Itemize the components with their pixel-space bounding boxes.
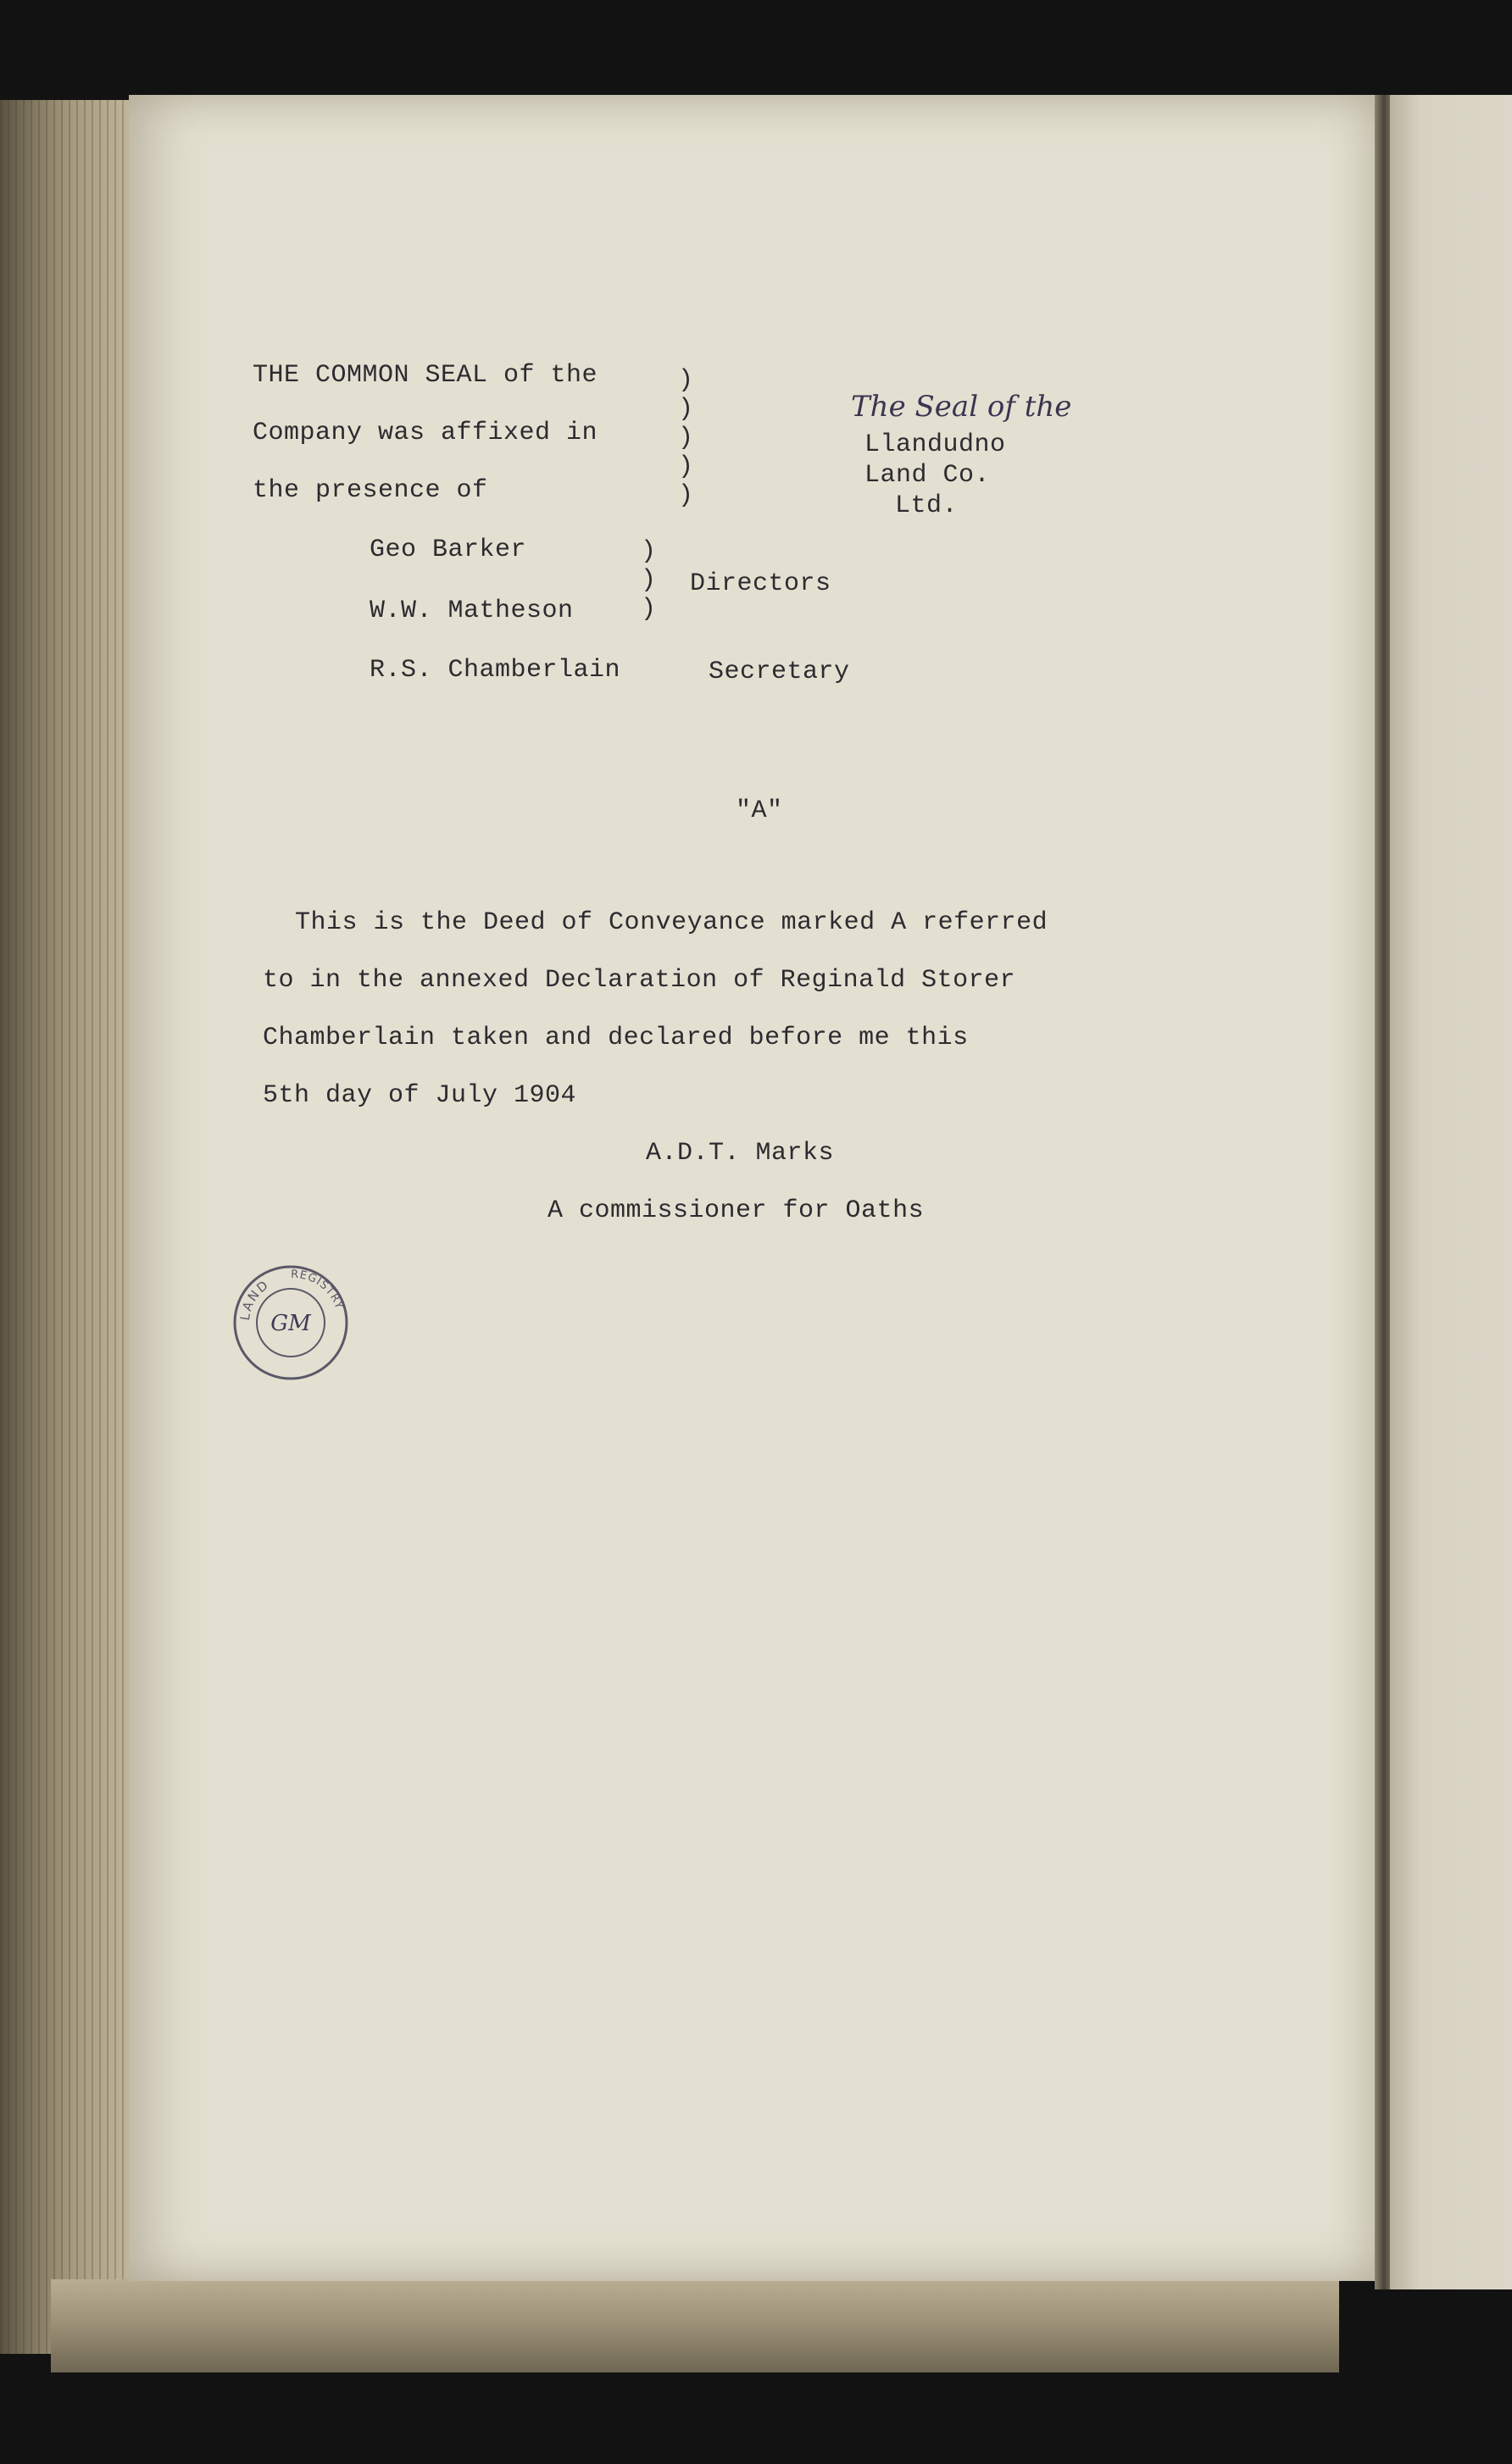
seal-bracket-3: ): [678, 424, 694, 452]
seal-bracket-1: ): [678, 366, 694, 395]
commissioner-title: A commissioner for Oaths: [548, 1196, 925, 1225]
seal-bracket-4: ): [678, 452, 694, 481]
book-gutter: [1375, 95, 1390, 2289]
directors-label: Directors: [690, 569, 831, 598]
book-page-edge-lines: [0, 100, 136, 2354]
book-bottom-edge: [51, 2279, 1339, 2372]
exhibit-mark: "A": [736, 796, 783, 825]
commissioner-name: A.D.T. Marks: [646, 1139, 835, 1168]
declaration-line-1: This is the Deed of Conveyance marked A referred: [295, 908, 1048, 937]
seal-bracket-2: ): [678, 395, 694, 424]
facing-page: [1390, 95, 1512, 2289]
document-page: [129, 95, 1375, 2281]
declaration-line-4: 5th day of July 1904: [263, 1081, 577, 1110]
secretary-name: R.S. Chamberlain: [370, 656, 621, 685]
seal-company-line-3: Ltd.: [895, 491, 959, 520]
stamp-land-text: LAND: [236, 1276, 273, 1322]
seal-bracket-5: ): [678, 481, 694, 510]
seal-clause-line-1: THE COMMON SEAL of the: [253, 361, 598, 390]
seal-clause-line-2: Company was affixed in: [253, 419, 598, 447]
directors-bracket-2: ): [641, 566, 657, 595]
director-2-name: W.W. Matheson: [370, 597, 574, 625]
directors-bracket-3: ): [641, 595, 657, 624]
declaration-line-2: to in the annexed Declaration of Reginald Storer: [263, 966, 1016, 995]
stamp-initials: GM: [270, 1311, 311, 1336]
handwritten-seal-note: The Seal of the: [851, 390, 1072, 424]
seal-company-line-1: Llandudno: [864, 430, 1006, 459]
secretary-label: Secretary: [709, 658, 850, 686]
director-1-name: Geo Barker: [370, 536, 527, 564]
stamp-registry-text: REGISTRY: [290, 1268, 346, 1312]
land-registry-stamp: [231, 1263, 351, 1383]
directors-bracket-1: ): [641, 537, 657, 566]
seal-company-line-2: Land Co.: [864, 461, 991, 490]
seal-clause-line-3: the presence of: [253, 476, 488, 505]
declaration-line-3: Chamberlain taken and declared before me this: [263, 1024, 969, 1052]
